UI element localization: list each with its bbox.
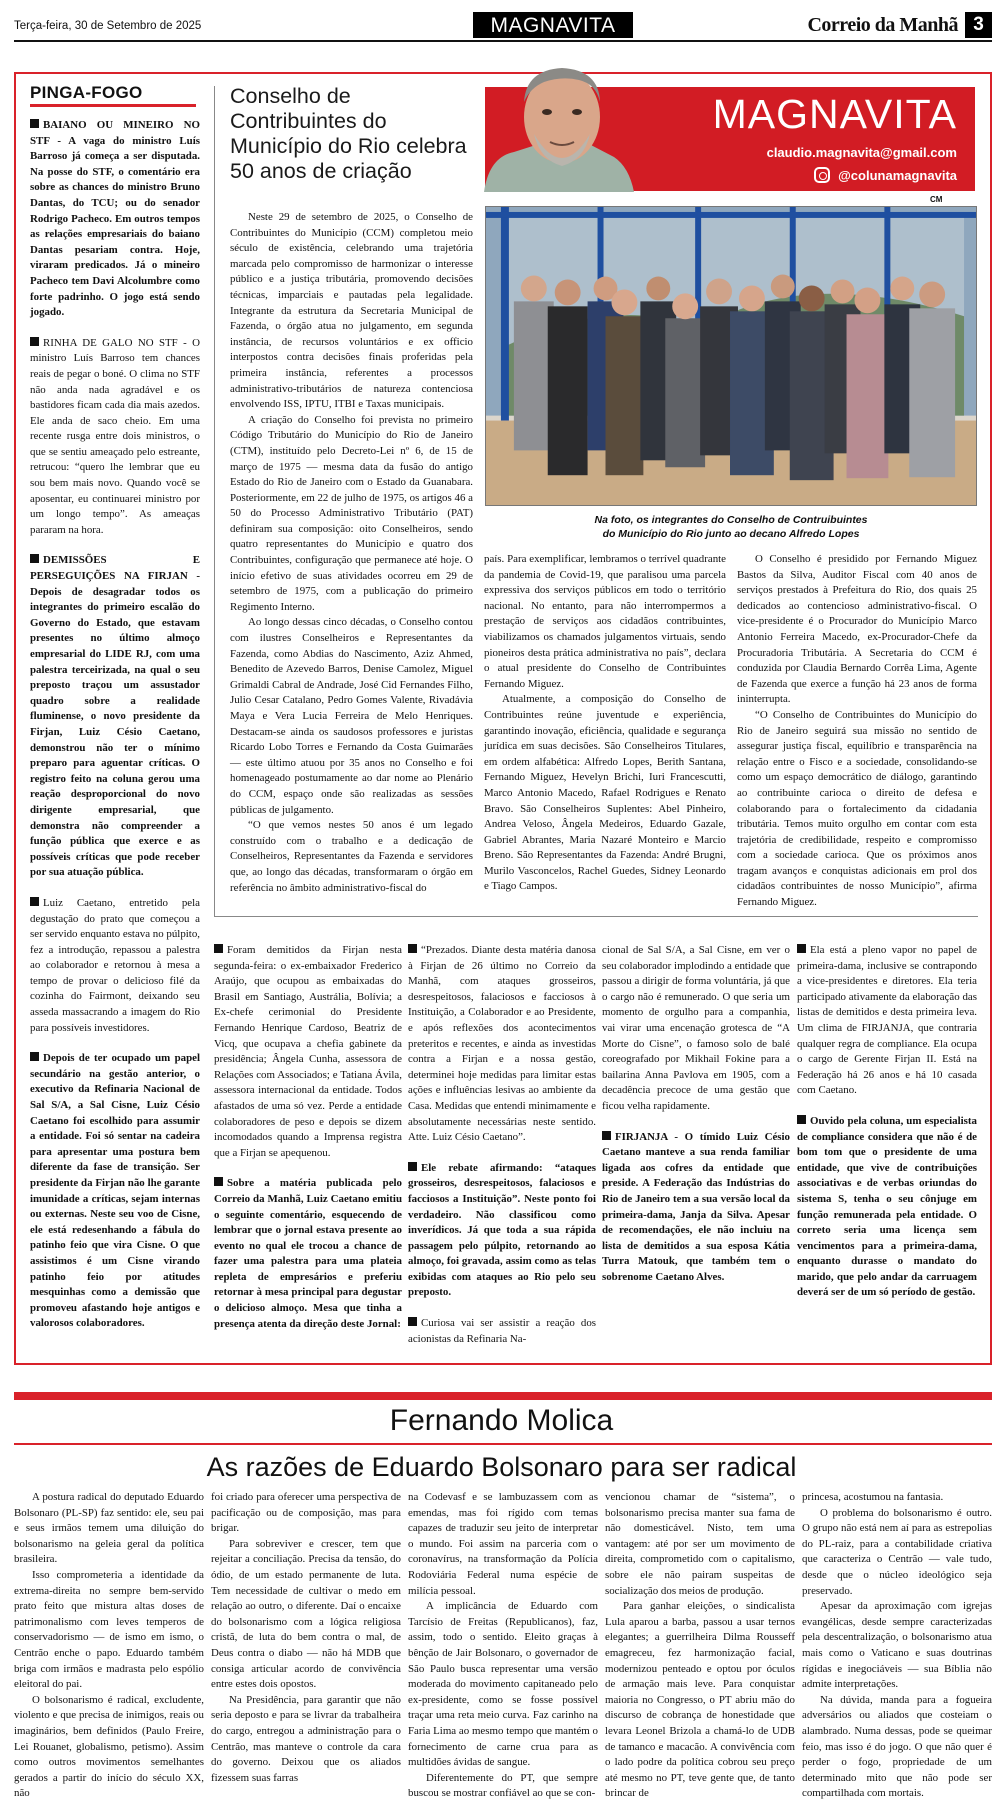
paragraph: foi criado para oferecer uma perspectiva de pacificação ou de composição, mas para brigar. xyxy=(211,1491,401,1535)
instagram-handle-text: @colunamagnavita xyxy=(838,167,957,183)
bullet-square-icon xyxy=(30,337,39,346)
paragraph: Na dúvida, manda para a fogueira adversários ou aliados que costeiam o alambrado. Numa dessas, pode se queimar feio, mas isso é do jogo. O que não quer é perder o fogo, propriedade de um determinado mito que não pode ser compartilhada com mortais. xyxy=(802,1693,992,1800)
pinga-fogo-underline xyxy=(30,104,196,107)
bullet-square-icon xyxy=(30,897,39,906)
caption-line-1: Na foto, os integrantes do Conselho de Contruibuintes xyxy=(594,514,868,526)
bullet-square-icon xyxy=(797,944,806,953)
article-column-3 xyxy=(737,552,977,911)
note-item: cional de Sal S/A, a Sal Cisne, em ver o seu colaborador implodindo a entidade que passou a dirigir de forma voluntária, já que o cargo não é remunerado. O que seria um momento de orgulho para a companhia, vai virar uma encenação grotesca de “A Morte do Cisne”, o famoso solo de balé coreografado por Mikhail Fokine para a bailarina Anna Pavlova em 1905, com a decadência precoce de uma gestão que ficou velha rapidamente. xyxy=(602,944,790,1112)
paragraph: “O que vemos nestes 50 anos é um legado construído com o trabalho e a dedicação de Conselheiros, Representantes da Fazenda e servidores que, ao longo das décadas, transformaram o órgão em referência no âmbito administrativo-fiscal do xyxy=(230,819,473,894)
page-number: 3 xyxy=(965,12,992,38)
photo-credit: CM xyxy=(930,195,943,204)
paragraph: Diferentemente do PT, que sempre buscou se mostrar confiável ao que se con- xyxy=(408,1771,598,1800)
paragraph: Atualmente, a composição do Conselho de Contribuintes reúne juventude e experiência, garantindo inovação, eficiência, qualidade e segurança jurídica em suas decisões. São Conselheiros Titulares, em ordem alfabética: Alfredo Lopes, Berith Santana, Fernando Miguez, Hevelyn Brichi, Iuri Francescutti, Marco Antonio Macedo, Rafael Rodrigues e Renato Bravo. São Conselheiros Suplentes: Abel Pinheiro, Andrea Veloso, Ângela Medeiros, Eduardo Gazale, Gabriel Abrantes, Maria Nazaré Monteiro e Marcio Breno. São Representantes da Fazenda: André Brugni, Murilo Vasconcelos, Rachel Guedes, Sidney Leonardo e Tiago Campos. xyxy=(484,693,726,893)
columnist-email[interactable]: claudio.magnavita@gmail.com xyxy=(766,145,957,160)
paragraph: princesa, acostumou na fantasia. xyxy=(802,1491,944,1503)
bullet-square-icon xyxy=(797,1115,806,1124)
bullet-square-icon xyxy=(214,944,223,953)
notes-column-a xyxy=(214,943,402,1347)
paragraph: A implicância de Eduardo com Tarcísio de Freitas (Republicanos), faz, assim, todo o sentido. Eleito graças à bênção de Jair Bolsonaro, o governador de São Paulo busca representar uma versão moderada do movimento capitaneado pelo ex-presidente, como se fosse possível traçar uma reta meio curva. Faz carinho na Faria Lima ao mesmo tempo que mantém o fornecimento de carne crua para as multidões ávidas de sangue. xyxy=(408,1600,598,1769)
molica-column-5 xyxy=(802,1490,992,1802)
note-item: Luiz Caetano, entretido pela degustação do prato que começou a ser servido enquanto estava no púlpito, fez a introdução, repassou a palestra ao colaborador e retornou à mesa a tempo de provar o delicioso filé da cozinha do Fairmont, deixando seu asseda massacrando a imagem do Rio para possíveis investidores. xyxy=(30,896,200,1034)
molica-column-3 xyxy=(408,1490,598,1802)
paragraph: A postura radical do deputado Eduardo Bolsonaro (PL-SP) faz sentido: ele, seu pai e seus irmãos temem uma diluição do bolsonarismo na geleia geral da política brasileira. xyxy=(14,1491,204,1566)
section-tag: MAGNAVITA xyxy=(473,12,633,38)
molica-column-2 xyxy=(211,1490,401,1786)
bullet-square-icon xyxy=(408,944,417,953)
note-item: Curiosa vai ser assistir a reação dos acionistas da Refinaria Na- xyxy=(408,1317,596,1345)
paragraph: Ao longo dessas cinco décadas, o Conselho contou com ilustres Conselheiros e Representantes da Fazenda, como Abdias do Nascimento, Aziz Ahmed, Benedito de Azevedo Barros, Denise Camolez, Miguel Grimaldi Cabral de Andrade, José Cid Fernandes Filho, Julio Cesar Catalano, Pedro Gomes Valente, Rivadávia Maya e Vera Lucia Ferreira de Melo Henriques. Destacam-se ainda os saudosos professores e juristas Ricardo Lobo Torres e Fernando da Costa Guimarães — este último atuou por 35 anos no Conselho e foi homenageado postumamente ao dar nome ao Plenário do CCM, espaço onde são realizadas as sessões públicas de julgamento. xyxy=(230,616,473,816)
bullet-square-icon xyxy=(30,119,39,128)
note-item: Foram demitidos da Firjan nesta segunda-feira: o ex-embaixador Frederico Araújo, que ocupou as embaixadas do Brasil em Santiago, Austrália, Bolívia; a Ex-chefe cerimonial do Presidente Fernando Henrique Cardoso, Beatriz de Vicq, que ocupava a chefia gabinete da presidência; Ângela Cunha, assessora de Relações com Associados; e Tatiana Ávila, assessora internacional da entidade. Todos afastados de uma só vez. Perde a entidade colaboradores de peso e depois se dizem incomodados quando a Imprensa registra que a Firjan se apequenou. xyxy=(214,944,402,1159)
pinga-fogo-title: PINGA-FOGO xyxy=(30,83,143,102)
paragraph: O bolsonarismo é radical, excludente, violento e que precisa de inimigos, reais ou imaginários, bem definidos (Paulo Freire, Lei Rouanet, globalismo, petismo). Assim como outros movimentos semelhantes gerados a partir do início do século XX, não xyxy=(14,1693,204,1800)
paragraph: O Conselho é presidido por Fernando Miguez Bastos da Silva, Auditor Fiscal com 40 anos de serviços prestados à Prefeitura do Rio, dos quais 25 dedicados ao contencioso administrativo-fiscal. O vice-presidente é o Procurador do Município Marco Antonio Ferreira Macedo, ex-Procurador-Chefe da Procuradoria Tributária. A Secretaria do CCM é conduzida por Claudia Bernardo Corrêa Lima, Agente de Fazenda que exerce a função há 23 anos de forma ininterrupta. xyxy=(737,553,977,706)
paragraph: A criação do Conselho foi prevista no primeiro Código Tributário do Município do Rio de Janeiro (CTM), instituído pelo Decreto-Lei nº 6, de 15 de março de 1975 — mesma data da fusão do antigo Estado do Rio de Janeiro com o Estado da Guanabara. Posteriormente, em 22 de julho de 1975, os artigos 46 a 50 do Processo Administrativo Tributário (PAT) definiram sua composição: oito Conselheiros, sendo quatro representantes do Município e quatro dos Contribuintes, configuração que permanece até hoje. O início efetivo de suas atividades ocorreu em 29 de setembro de 1975, com a publicação do primeiro Regimento Interno. xyxy=(230,413,473,613)
molica-column-4 xyxy=(605,1490,795,1802)
paragraph: Para sobreviver e crescer, tem que rejeitar a conciliação. Precisa da tensão, do ódio, de um estado permanente de luta. Tem necessidade de cultivar o medo em relação ao outro, o diferente. Daí o encaixe do bolsonarismo com a lógica religiosa cristã, de luta do bem contra o mal, de Deus contra o diabo — não há MDB que consiga articular acordo de convivência entre estes dois opostos. xyxy=(211,1537,401,1691)
paragraph: Isso comprometeria a identidade da extrema-direita no sempre bem-servido prato feito que mistura altas doses de patrimonalismo com leves temperos de conservadorismo — de ismo em ismo, o Centrão enche o papo. Eduardo também briga com irmãos e madrasta pelo espólio eleitoral do pai. xyxy=(14,1568,204,1691)
paragraph: O problema do bolsonarismo é outro. O grupo não está nem aí para as estrepolias do PL-raiz, para a contabilidade criativa que caracteriza o Centrão — vale tudo, desde que o núcleo ideológico seja preservado. xyxy=(802,1506,992,1597)
note-item: Ele rebate afirmando: “ataques grosseiros, desrespeitosos, falaciosos e facciosos a Instituição”. Neste ponto foi verdadeiro. Não classificou como inverídicos. Já que toda a sua rápida passagem pelo púlpito, retornando ao almoço, foi gravada, assim como as telas exibidas com ataques ao Rio pelo seu preposto. xyxy=(408,1161,596,1299)
note-item: FIRJANJA - O tímido Luiz Césio Caetano manteve a sua renda familiar ligada aos cofres da entidade que preside. A Federação das Indústrias do Rio de Janeiro tem a sua versão local da primeira-dama, Janja da Silva. Apesar de recomendações, ele não incluiu na lista de demitidos a sua esposa Kátia Turra Matouk, que também tem o sobrenome Caetano Alves. xyxy=(602,1130,790,1283)
bullet-square-icon xyxy=(30,554,39,563)
molica-column-1 xyxy=(14,1490,204,1802)
paragraph: país. Para exemplificar, lembramos o terrível quadrante da pandemia de Covid-19, que paralisou uma parcela expressiva dos serviços públicos em todo o território nacional. No entanto, para não interrompermos a prestação de serviços aos cidadãos contribuintes, viabilizamos os chamados julgamentos virtuais, sendo pioneiros desta prática administrativa no país”, declara o atual presidente do Conselho de Contribuintes Fernando Miguez. xyxy=(484,553,726,690)
molica-author: Fernando Molica xyxy=(389,1404,614,1437)
note-item: RINHA DE GALO NO STF - O ministro Luís Barroso tem chances reais de pegar o boné. O clima no STF não anda nada agradável e os bastidores ficam cada dia mais azedos. Ele anda de saco cheio. Em uma recente rusga entre dois ministros, o que se sentiu ameaçado pelo estreante, retrucou: “quero lhe lembrar que eu sou bem mais novo. Quando você se aposentar, eu continuarei ministro por um longo tempo”. As ameaças pararam na hora. xyxy=(30,336,200,536)
note-item: Ela está a pleno vapor no papel de primeira-dama, inclusive se contrapondo a vice-presidentes e diretores. Ela teria participado ativamente da elaboração das listas de demitidos e desta primeira leva. Um clima de FIRJANJA, que contraria qualquer regra de compliance. Ela ocupa o cargo de Gerente Firjan II. Está na Federação há 26 anos e há 10 casada com Caetano. xyxy=(797,944,977,1097)
paragraph: Na Presidência, para garantir que não seria deposto e para se livrar da trabalheira do cargo, entregou a administração para o Centrão, mas manteve o controle da cara do governo. Deixou que os aliados fizessem suas farras xyxy=(211,1693,401,1784)
note-item: DEMISSÕES E PERSEGUIÇÕES NA FIRJAN - Depois de desagradar todos os integrantes do primeiro escalão do Governo do Estado, que estavam presentes no último almoço empresarial do LIDE RJ, com uma palestra terceirizada, na qual o seu preposto traçou um assustador quadro sobre a realidade fluminense, o novo presidente da Firjan, Luiz Césio Caetano, demonstrou não ter o mínimo preparo para aguentar críticas. O registro feito na coluna gerou uma reação desproporcional do novo dirigente empresarial, que demonstra não compreender a função pública que exerce e as possíveis críticas que pode receber por sua atuação pública. xyxy=(30,554,200,879)
note-item: “Prezados. Diante desta matéria danosa à Firjan de 26 último no Correio da Manhã, com ataques grosseiros, desrespeitosos, falaciosos e facciosos à Instituição, a Colaborador e ao Presidente, e após reflexões dos acontecimentos preteritos e recentes, e ainda as investidas contra a Firjan e a nossa gestão, determinei hoje medidas para limitar estas ações e influências lesivas ao ambiente da Casa. Medidas que entendi minimamente e absolutamente necessárias neste sentido. Atte. Luiz Césio Caetano”. xyxy=(408,944,596,1144)
bullet-square-icon xyxy=(214,1177,223,1186)
notes-column-b xyxy=(408,943,596,1362)
instagram-icon xyxy=(814,167,830,183)
paragraph: Neste 29 de setembro de 2025, o Conselho de Contribuintes do Município (CCM) completou meio século de existência, celebrando uma trajetória marcada pelo compromisso de harmonizar o interesse público e a justiça tributária, promovendo decisões técnicas, imparciais e pautadas pela legalidade. Integrante da estrutura da Secretaria Municipal de Fazenda, o órgão atua no julgamento, em segunda instância, de recursos voluntários e ex officio interpostos contra decisões finais proferidas pela primeira instância, referentes a processos administrativo-tributários de natureza contenciosa envolvendo ISS, IPTU, ITBI e Taxas municipais. xyxy=(230,211,473,411)
paragraph: na Codevasf e se lambuzassem com as emendas, mas foi rígido com temas capazes de traduzir seu jeito de interpretar o mundo. Foi assim na parceria com o coronavírus, na transformação da Polícia Rodoviária Federal numa espécie de milícia pessoal. xyxy=(408,1491,598,1597)
columnist-name: MAGNAVITA xyxy=(712,91,957,137)
notes-column-d xyxy=(797,943,977,1316)
bullet-square-icon xyxy=(408,1162,417,1171)
note-item: Sobre a matéria publicada pelo Correio da Manhã, Luiz Caetano emitiu o seguinte comentário, esquecendo de lembrar que o jornal estava presente ao evento no qual ele trocou a chance de fazer uma palestra para uma plateia repleta de empresários e preferiu retornar à mesa principal para degustar o delicioso almoço. Mesa que tinha a presença atenta da direção deste Jornal: xyxy=(214,1177,402,1330)
molica-top-bar xyxy=(14,1392,992,1400)
issue-date: Terça-feira, 30 de Setembro de 2025 xyxy=(14,20,202,32)
paragraph: Para ganhar eleições, o sindicalista Lula aparou a barba, passou a usar ternos elegantes; a guerrilheira Dilma Rousseff emagreceu, fez harmonização facial, modernizou penteado e optou por óculos de armação mais leve. Para conquistar maioria no Congresso, o PT abriu mão do discurso de cobrança de honestidade que levara Leonel Brizola a chamá-lo de UDB de tamanco e macacão. A convivência com o lado podre da política cobrou seu preço até mesmo no PT, teve gente que, de tanto brincar de xyxy=(605,1600,795,1800)
newspaper-logo: Correio da Manhã xyxy=(807,14,958,36)
column-divider xyxy=(214,86,215,916)
molica-headline: As razões de Eduardo Bolsonaro para ser radical xyxy=(206,1452,797,1482)
caption-line-2: do Município do Rio junto ao decano Alfredo Lopes xyxy=(602,528,860,540)
columnist-portrait xyxy=(484,62,634,192)
paragraph: Apesar da aproximação com igrejas evangélicas, desde sempre caracterizadas pela descentralização, o bolsonarismo atua mais como o Vaticano e suas doutrinas rígidas e inegociáveis — sua Bíblia não admite interpretações. xyxy=(802,1600,992,1691)
article-headline: Conselho de Contribuintes do Município do Rio celebra 50 anos de criação xyxy=(230,84,467,183)
article-bottom-rule xyxy=(214,916,978,917)
note-item: Depois de ter ocupado um papel secundário na gestão anterior, o executivo da Refinaria Nacional de Sal S/A, a Sal Cisne, Luiz Césio Caetano foi escolhido para assumir a entidade. Foi só sentar na cadeira para apresentar uma postura bem diferente da fase de transição. Ser presidente da Firjan não lhe garante imunidade a críticas, sejam internas ou externas. Neste seu voo de Cisne, ele está redesenhando a fábula do patinho feio que vira Cisne. O que assistimos é um Cisne virando patinho feio por atitudes mesquinhas como a demissão que promoveu afastando hoje antigos e valorosos colaboradores. xyxy=(30,1052,200,1330)
paragraph: “O Conselho de Contribuintes do Município do Rio de Janeiro seguirá sua missão no sentido de assegurar justiça fiscal, equilíbrio e transparência na relação entre o Fisco e a sociedade, consolidando-se como um espaço democrático de diálogo, garantindo ao contribuinte carioca o direito de defesa e colaborando para o fortalecimento da cidadania tributária. Temos muito orgulho em contar com esta trajetória de credibilidade, respeito e compromisso com a sociedade carioca. Que os próximos anos tragam avanços e conquistas adicionais em prol dos cidadãos contribuintes de nosso Município”, afirma Fernando Miguez. xyxy=(737,708,977,909)
group-photo xyxy=(485,206,977,506)
pinga-fogo-column xyxy=(30,118,200,1347)
instagram-handle[interactable] xyxy=(814,167,957,183)
note-item: Ouvido pela coluna, um especialista de compliance considera que não é de bom tom que o presidente de uma entidade, que vive de contribuições associativas e de verbas oriundas do sistema S, tenha o seu cônjuge em função remunerada pela entidade. O correto seria uma licença sem vencimentos para a primeira-dama, enquanto durasse o mandato do marido, que pelo andar da carruagem deverá ser de um só período de gestão. xyxy=(797,1114,977,1299)
note-item: BAIANO OU MINEIRO NO STF - A vaga do ministro Luís Barroso já começa a ser disputada. Na posse do STF, o comentário era sobre as chances do ministro Bruno Dantas, do TCU; ou do senador Rodrigo Pacheco. Em outros tempos as relações empresariais do baiano Dantas pesariam contra. Hoje, viraram predicados. Já o mineiro Pacheco tem Davi Alcolumbre como forte padrinho. O jogo está sendo jogado. xyxy=(30,119,200,319)
molica-rule xyxy=(14,1443,992,1445)
photo-caption xyxy=(485,513,977,541)
page-header xyxy=(14,12,992,42)
bullet-square-icon xyxy=(408,1317,417,1326)
paragraph: vencionou chamar de “sistema”, o bolsonarismo precisa manter sua fama de não domesticável. Nisto, tem uma vantagem: até por ser um movimento de direita, comprometido com o capitalismo, sobre ele não pairam suspeitas de socialização dos meios de produção. xyxy=(605,1491,795,1597)
notes-column-c xyxy=(602,943,790,1300)
bullet-square-icon xyxy=(30,1052,39,1061)
article-column-1 xyxy=(230,210,473,896)
article-column-2 xyxy=(484,552,726,895)
bullet-square-icon xyxy=(602,1131,611,1140)
